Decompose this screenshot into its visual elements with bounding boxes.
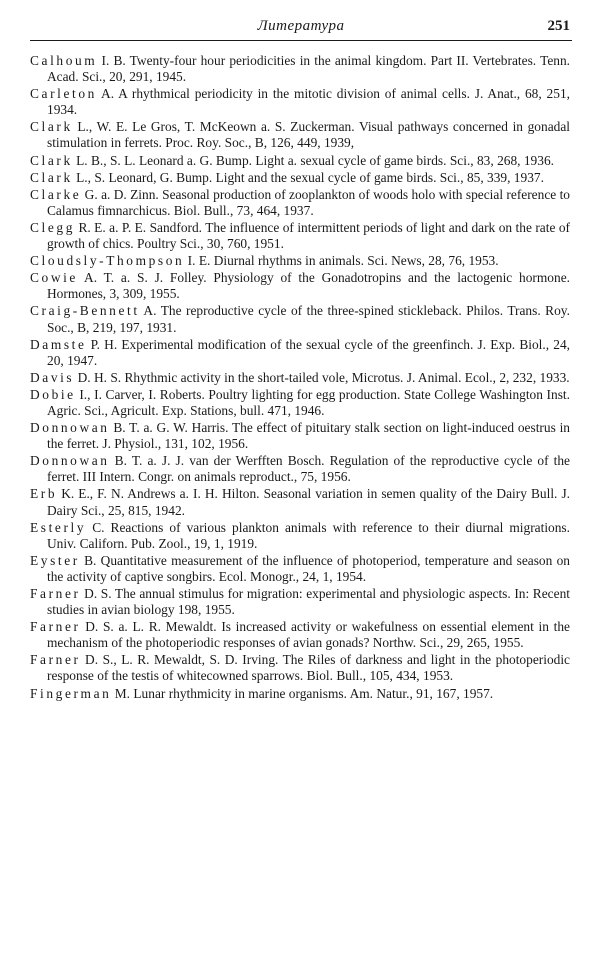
reference-entry: [30, 53, 570, 85]
reference-author: Farner: [30, 652, 81, 668]
reference-author: Donnowan: [30, 453, 110, 469]
reference-text: C. Reactions of various plankton animals with reference to their diurnal migrations. Univ. Californ. Pub. Zool., 19, 1, 1919.: [47, 519, 570, 551]
reference-entry: [30, 520, 570, 552]
reference-text: D. H. S. Rhythmic activity in the short-tailed vole, Microtus. J. Animal. Ecol., 2, 232, 1933.: [74, 369, 570, 385]
reference-author: Calhoum: [30, 53, 98, 68]
reference-text: L. B., S. L. Leonard a. G. Bump. Light a. sexual cycle of game birds. Sci., 83, 268, 1936.: [72, 152, 554, 168]
running-head-title: Литература: [257, 18, 345, 34]
reference-author: Cowie: [30, 270, 78, 286]
reference-text: D. S. The annual stimulus for migration: experimental and physiologic aspects. In: Recent studies in avian biology 198, 1955.: [47, 586, 570, 618]
reference-author: Cloudsly-Thompson: [30, 253, 185, 269]
reference-author: Clegg: [30, 219, 75, 235]
reference-author: Clarke: [30, 186, 82, 202]
reference-author: Clark: [30, 169, 73, 185]
reference-list: [30, 53, 570, 703]
reference-entry: [30, 553, 570, 585]
reference-author: Erb: [30, 486, 58, 502]
reference-entry: [30, 303, 570, 335]
reference-author: Davis: [30, 369, 75, 385]
reference-text: A. A rhythmical periodicity in the mitotic division of animal cells. J. Anat., 68, 251, 1934.: [47, 86, 570, 118]
reference-text: I. B. Twenty-four hour periodicities in the animal kingdom. Part II. Vertebrates. Tenn. Acad. Sci., 20, 291, 1945.: [47, 53, 570, 85]
reference-text: B. Quantitative measurement of the influence of photoperiod, temperature and season on the activity of captive songbirs. Ecol. Monogr., 24, 1, 1954.: [47, 552, 570, 584]
header-rule: [30, 40, 572, 41]
reference-entry: [30, 453, 570, 485]
reference-entry: [30, 370, 570, 386]
reference-author: Esterly: [30, 519, 87, 535]
reference-entry: [30, 187, 570, 219]
reference-text: I., I. Carver, I. Roberts. Poultry lighting for egg production. State College Washington Inst. Agric. Sci., Agricult. Exp. Stations, bull. 471, 1946.: [47, 386, 570, 418]
reference-text: R. E. a. P. E. Sandford. The influence of intermittent periods of light and dark on the rate of growth of chics. Poultry Sci., 30, 760, 1951.: [47, 219, 570, 252]
reference-text: G. a. D. Zinn. Seasonal production of zooplankton of woods holo with special reference to Calamus fimnarchicus. Biol. Bull., 73, 464, 1937.: [47, 186, 570, 218]
running-head: [30, 18, 572, 48]
reference-text: K. E., F. N. Andrews a. I. H. Hilton. Seasonal variation in semen quality of the Dairy Bull. J. Dairy Sci., 25, 815, 1942.: [47, 486, 570, 518]
reference-text: A. T. a. S. J. Folley. Physiology of the Gonadotropins and the lactogenic hormone. Hormones, 3, 309, 1955.: [47, 270, 570, 302]
reference-entry: [30, 486, 570, 518]
reference-text: I. E. Diurnal rhythms in animals. Sci. News, 28, 76, 1953.: [184, 253, 499, 269]
reference-author: Dobie: [30, 386, 76, 402]
reference-entry: [30, 686, 570, 702]
reference-entry: [30, 387, 570, 419]
reference-entry: [30, 586, 570, 618]
reference-author: Eyster: [30, 552, 80, 568]
reference-author: Clark: [30, 119, 73, 135]
reference-author: Farner: [30, 586, 81, 601]
reference-entry: [30, 253, 570, 269]
reference-text: D. S., L. R. Mewaldt, S. D. Irving. The Riles of darkness and light in the photoperiodic response of the testis of whitecowned sparrows. Biol. Bull., 105, 434, 1953.: [47, 652, 570, 684]
reference-text: B. T. a. J. J. van der Werfften Bosch. Regulation of the reproductive cycle of the ferret. III Intern. Congr. on animals reproduct., 75, 1956.: [47, 453, 570, 485]
reference-text: A. The reproductive cycle of the three-spined stickleback. Philos. Trans. Roy. Soc., B, 219, 197, 1931.: [47, 303, 570, 335]
reference-entry: [30, 170, 570, 186]
reference-text: D. S. a. L. R. Mewaldt. Is increased activity or wakefulness on essential element in the mechanism of the photoperiodic responses of avian gonads? Northw. Sci., 29, 265, 1955.: [47, 619, 570, 651]
reference-entry: [30, 420, 570, 452]
reference-author: Fingerman: [30, 685, 112, 701]
reference-text: B. T. a. G. W. Harris. The effect of pituitary stalk section on light-induced oestrus in the ferret. J. Physiol., 131, 102, 1956.: [47, 420, 570, 452]
reference-author: Farner: [30, 619, 81, 635]
reference-entry: [30, 220, 570, 252]
reference-author: Damste: [30, 336, 87, 352]
reference-author: Donnowan: [30, 420, 110, 436]
reference-entry: [30, 270, 570, 302]
reference-text: M. Lunar rhythmicity in marine organisms. Am. Natur., 91, 167, 1957.: [111, 685, 494, 701]
page-number: 251: [547, 18, 570, 34]
reference-text: L., S. Leonard, G. Bump. Light and the sexual cycle of game birds. Sci., 85, 339, 1937.: [72, 169, 544, 185]
reference-entry: [30, 652, 570, 684]
reference-entry: [30, 619, 570, 651]
reference-entry: [30, 153, 570, 169]
reference-entry: [30, 119, 570, 151]
reference-text: L., W. E. Le Gros, T. McKeown a. S. Zuckerman. Visual pathways concerned in gonadal stimulation in ferrets. Proc. Roy. Soc., B, 126, 449, 1939,: [47, 119, 570, 151]
reference-entry: [30, 86, 570, 118]
reference-text: P. H. Experimental modification of the sexual cycle of the greenfinch. J. Exp. Biol., 24, 20, 1947.: [47, 336, 570, 368]
reference-author: Clark: [30, 152, 73, 168]
reference-entry: [30, 337, 570, 369]
reference-author: Carleton: [30, 86, 97, 102]
reference-author: Craig-Bennett: [30, 303, 140, 319]
